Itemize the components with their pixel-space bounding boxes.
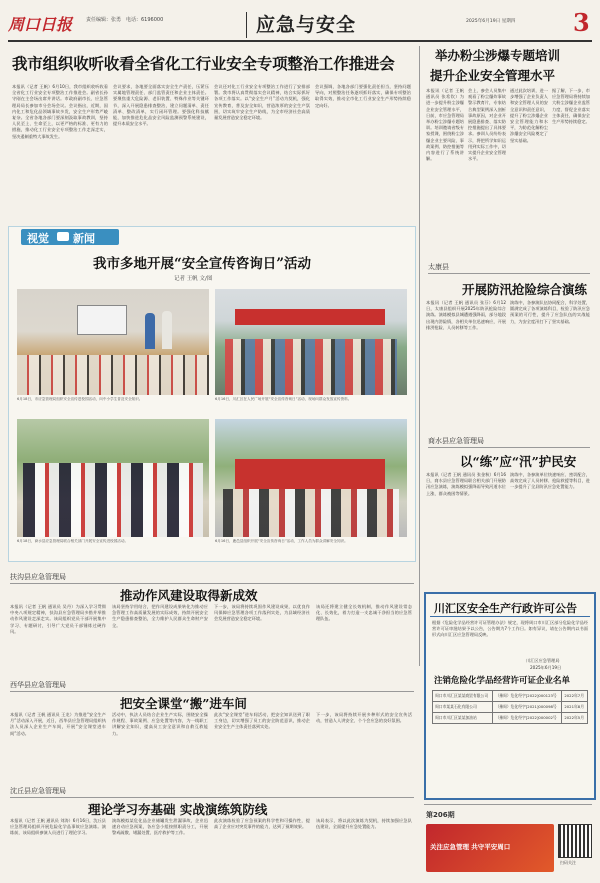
main-col-4: 会议强调，各地各部门要强化责任担当，坚持问题导向，对照整治任务逐项抓好落实，确保专项整治取得实效，推动全市化工行业安全生产形势持续稳定向好。 [315, 84, 411, 108]
notice-signoff: 川汇区应急管理局 [526, 658, 560, 663]
notice-table-cell: 周口市川汇区某某加油站 [433, 713, 493, 724]
training-col-2: 会上，参会人员集中观看了粉尘爆炸事故警示教育片，专家结合典型案例深入剖析事故原因，对企业开展隐患排查、落实防控措施提出了具体要求。参训人员纷纷表示，将把所学知识运用到实际工作中，切实提升企业安全管理水平。 [468, 88, 506, 162]
photo-square-booth [215, 289, 407, 395]
shenqiu-headline: 理论学习夯基础 实战演练筑防线 [88, 802, 268, 817]
feature-byline: 记者 王帆 文/图 [174, 276, 213, 282]
main-col-2: 会议要求，各地要全面落实安全生产责任，压紧压实属地管理责任、部门监管责任和企业主体责任。要聚焦重大危险源、老旧装置、特殊作业等关键环节，深入开展隐患排查整治，建立问题清单、责任清单、整改清单，实行闭环管理。要强化科技赋能，加快推进危化品安全风险监测预警系统建设，提升本质安全水平。 [113, 84, 209, 127]
feature-headline: 我市多地开展“安全宣传咨询日”活动 [93, 256, 312, 272]
photo-kids-outdoor [17, 419, 209, 537]
shenqiu-dept: 沈丘县应急管理局 [10, 787, 66, 795]
fugou-dept: 扶沟县应急管理局 [10, 573, 66, 581]
fugou-col-4: 该局还将建立健全长效机制，推动作风建设常态化、长效化，着力打造一支忠诚干净担当的应急管理队伍。 [316, 604, 412, 622]
badge-text-2: 新闻 [73, 232, 95, 245]
notice-text: 根据《危险化学品经营许可证管理办法》规定，现将周口市川汇区部分危险化学品经营许可证审批结果予以公告，公告期为7个工作日。如有异议，请在公告期内以书面形式向川汇区应急管理局反映。 [432, 620, 588, 638]
xihua-dept: 西华县应急管理局 [10, 681, 66, 689]
shangshui-dept: 商水县应急管理局 [428, 437, 484, 445]
xihua-col-3: 此次“安全课堂”进车间活动，把安全知识送到了职工身边，切实增强了员工的安全防范意识，推动企业安全生产主体责任落到实处。 [214, 712, 310, 730]
shenqiu-col-4: 该局表示，将以此次演练为契机，持续加强应急队伍建设，全面提升应急处置能力。 [316, 818, 412, 830]
footer-banner [426, 824, 554, 872]
taikang-headline: 开展防汛抢险综合演练 [462, 282, 588, 297]
main-headline: 我市组织收听收看全省化工行业安全专项整治工作推进会 [12, 54, 395, 73]
notice-table-cell: （豫周）危化经字[2022]000123号 [493, 691, 562, 702]
taikang-dept: 太康县 [428, 263, 449, 271]
notice-table-cell: 周口市某某石化有限公司 [433, 702, 493, 713]
training-headline-2: 提升企业安全管理水平 [430, 68, 556, 83]
taikang-col-1: 本报讯（记者 王帆 通讯员 张芬）6月12日，太康县组织开展2025年防汛抢险综合演练。演练模拟县城遭遇强降雨，部分地段出现内涝险情，各相关单位迅速响应，开展排涝抢险、人员转移等工作。 [426, 300, 506, 330]
caption-3: 6月18日，商水县应急管理局联合相关部门开展安全宣传进校园活动。 [17, 539, 129, 543]
shangshui-col-1: 本报讯（记者 王帆 通讯员 张金秋）6月16日，商水县应急管理局联合相关部门开展防汛应急演练，演练模拟强降雨导致河道水位上涨、群众被困等情景。 [426, 472, 506, 496]
notice-list-title: 注销危险化学品经营许可证企业名单 [434, 676, 571, 686]
masthead-rule [8, 40, 592, 42]
fugou-col-1: 本报讯（记者 王帆 通讯员 吴丹）为深入学习贯彻中央八项规定精神，扶沟县应急管理局多措并举推动作风建设走深走实。该局组织党员干部开展集中学习、专题研讨，引导广大党员干部锤炼过硬作风。 [10, 604, 106, 634]
notice-table-cell: 2022年7月 [562, 691, 588, 702]
notice-table-cell: （豫周）危化经字[2022]000002号 [493, 713, 562, 724]
footer-slogan: 关注应急管理 共守平安周口 [430, 843, 511, 851]
shenqiu-col-1: 本报讯（记者 王帆 通讯员 刘涛）6月16日，沈丘县应急管理局组织开展危险化学品事故应急演练。演练前，该局组织参演人员进行了理论学习。 [10, 818, 106, 836]
notice-table-row [433, 713, 588, 724]
xihua-col-1: 本报讯（记者 王帆 通讯员 王龙）为推进“安全生产月”活动深入开展，近日，西华县应急管理局组织执法人员深入企业生产车间，开展“安全课堂进车间”活动。 [10, 712, 106, 736]
fugou-col-3: 下一步，该局将持续巩固作风建设成果，以优良作风保障应急管理各项工作落到实处，为县域经济社会发展营造安全稳定环境。 [214, 604, 310, 622]
notice-table-cell: 2022年5月 [562, 713, 588, 724]
feature-section [8, 226, 416, 562]
newspaper-logo: 周口日报 [8, 15, 73, 34]
page-number: 3 [573, 8, 590, 37]
footer-issue: 第206期 [426, 811, 455, 819]
xihua-headline: 把安全课堂“搬”进车间 [120, 696, 247, 711]
visual-news-badge [21, 229, 119, 245]
shenqiu-col-3: 此次演练检验了应急预案的科学性和可操作性，提高了企业应对突发事件的能力，达到了预期效果。 [214, 818, 310, 830]
qr-label: 扫码关注 [560, 860, 576, 865]
editor-meta: 责任编辑：张勇 [86, 17, 122, 23]
notice-headline: 川汇区安全生产行政许可公告 [434, 602, 577, 615]
fugou-col-2: 该局坚持学用结合，把作风建设成果转化为推动应急管理工作高质量发展的实际成效，持续开展安全生产隐患排查整治，全力维护人民群众生命财产安全。 [112, 604, 208, 628]
training-headline-1: 举办粉尘涉爆专题培训 [435, 48, 561, 63]
badge-text-1: 视觉 [27, 232, 49, 245]
notice-table-row [433, 691, 588, 702]
issue-date: 2025年6月19日 星期四 [466, 19, 516, 24]
shangshui-col-2: 演练中，各参演单位快速响应、密切配合，高效完成了人员转移、抢险救援等科目，进一步提升了全县防汛应急处置能力。 [510, 472, 590, 490]
training-col-1: 本报讯（记者 王帆 通讯员 张希钦）为进一步提升粉尘涉爆企业安全管理水平，日前，市应急管理局举办粉尘涉爆专题培训。培训邀请省级专家授课，围绕粉尘涉爆企业主要风险、事故案例、防控措施等内容进行了系统讲解。 [426, 88, 464, 162]
shenqiu-col-2: 演练模拟某危化品企业储罐发生泄漏事故，企业迅速启动应急预案，各应急小组按照职责分工，开展警戒疏散、堵漏处置、医疗救护等工作。 [112, 818, 208, 836]
main-col-3: 会议还对化工行业安全专项整治工作进行了安排部署。我市将认真贯彻落实会议精神，结合实际抓好各项工作落实。以“安全生产月”活动为契机，强化宣传教育，普及安全知识，营造浓厚的安全生产氛围，切实筑牢安全生产防线，为全市经济社会高质量发展营造安全稳定环境。 [214, 84, 310, 121]
section-title: 应急与安全 [256, 14, 357, 36]
notice-table-cell: 2021年8月 [562, 702, 588, 713]
caption-4: 6月16日，鹿邑县组织开展“安全宣传咨询日”活动，工作人员为群众讲解安全知识。 [215, 539, 348, 543]
notice-table-cell: （豫周）危化经字[2021]000098号 [493, 702, 562, 713]
masthead [8, 8, 592, 42]
xihua-col-4: 下一步，该局将持续开展多种形式的安全宣传活动，营造人人讲安全、个个会应急的良好氛围。 [316, 712, 412, 724]
notice-table-cell: 周口市川汇区某某商贸有限公司 [433, 691, 493, 702]
phone-meta: 电话：6196000 [126, 17, 164, 23]
notice-box [424, 592, 596, 800]
main-col-1: 本报讯（记者 王帆）6月10日，我市组织收听收看全省化工行业安全专项整治工作推进会。副省长孙守刚在主会场出席并讲话。市政府副市长、应急管理局局长参加市分会场会议。会议指出，近期，国内化工和危化品领域事故多发，安全生产形势严峻复杂。全省各地各部门要深刻汲取事故教训，坚持人民至上、生命至上，以更严格的标准、更有力的措施，推动化工行业安全专项整治工作走深走实，坚决遏制重特大事故发生。 [12, 84, 108, 139]
caption-2: 6月16日，川汇区在人民广场开展“安全宣传咨询日”活动，现场向群众发放宣传资料。 [215, 397, 352, 401]
training-col-4: 据了解，下一步，市应急管理局将持续加大粉尘涉爆企业监管力度，督促企业落实主体责任，确保安全生产形势持续稳定。 [552, 88, 590, 125]
photo-school-safety [17, 289, 209, 395]
taikang-col-2: 演练中，各参演队伍协同配合，科学处置，圆满完成了各项演练科目，检验了防汛应急预案的可行性，提升了应急队伍的实战能力，为安全度汛打下了坚实基础。 [510, 300, 590, 324]
caption-1: 6月18日，市应急管理局组织安全宣传进校园活动，向中小学生普及安全知识。 [17, 397, 143, 401]
training-col-3: 通过此次培训，进一步增强了企业负责人和安全管理人员的安全意识和责任意识，提升了粉尘涉爆企业安全管理能力和水平，为防范化解粉尘涉爆安全风险奠定了坚实基础。 [510, 88, 548, 143]
qr-code [558, 824, 592, 858]
xihua-col-2: 活动中，执法人员结合企业生产实际，围绕安全操作规程、事故案例、应急处置等内容，为一线职工讲解安全知识，提高员工安全意识和自救互救能力。 [112, 712, 208, 736]
notice-table-row [433, 702, 588, 713]
fugou-headline: 推动作风建设取得新成效 [120, 588, 258, 603]
notice-date: 2025年6月19日 [530, 665, 562, 670]
shangshui-headline: 以“练”应“汛”护民安 [460, 454, 577, 469]
camera-icon [57, 232, 69, 241]
notice-table [432, 690, 588, 724]
photo-booth-crowd [215, 419, 407, 537]
